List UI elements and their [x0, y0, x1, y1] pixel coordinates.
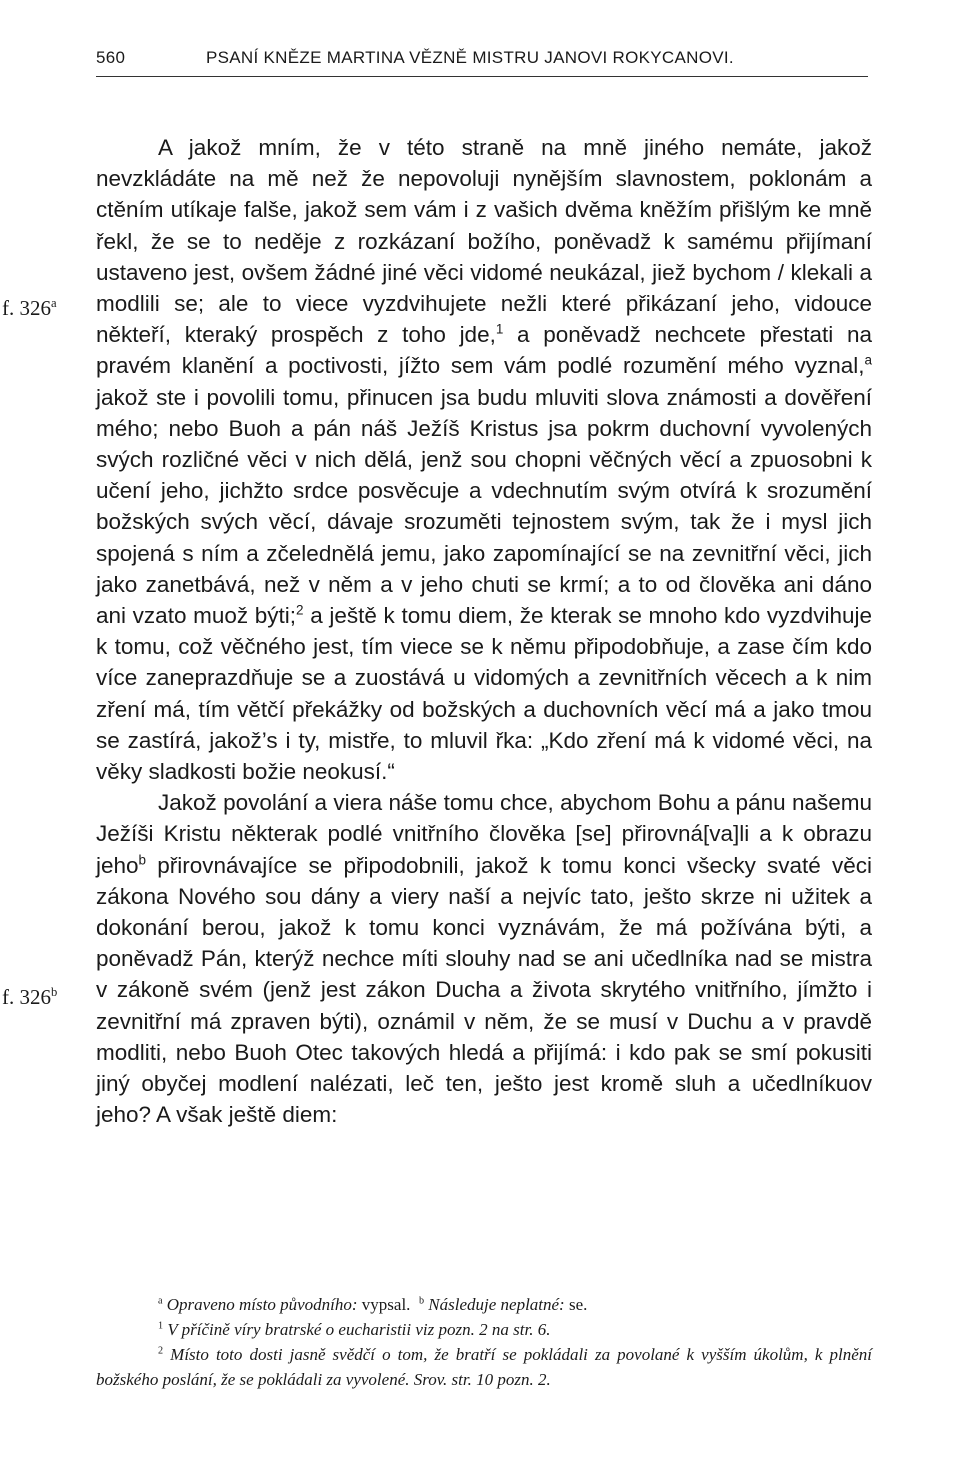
footnote-ref: 1 [495, 321, 504, 337]
header-rule [96, 76, 868, 77]
folio-note-326b: f. 326$^b$ [2, 985, 58, 1009]
footnote-2: $^2$ Místo toto dosti jasně svědčí o tom, že bratří se pokládali za povolané k vyšším úkolům, k plnění božského poslání, že se pokládali za vyvolené. Srov. str. 10 pozn. 2. [96, 1345, 873, 1389]
running-title: PSANÍ KNĚZE MARTINA VĚZNĚ MISTRU JANOVI ROKYCANOVI. [206, 48, 734, 67]
page-header [96, 44, 868, 74]
footnote-ref: b [138, 852, 147, 868]
page-number: 560 [96, 48, 126, 67]
folio-note-326a: f. 326$^a$ [2, 296, 57, 320]
body-text [96, 132, 872, 1131]
footnote-ref: a [864, 352, 872, 368]
footnote-a-b: $^a$ Opraveno místo původního: vypsal. $^b$ Následuje neplatné: se. [158, 1295, 588, 1314]
footnote-1: $^1$ V příčině víry bratrské o eucharistii viz pozn. 2 na str. 6. [158, 1320, 551, 1339]
footnotes [96, 1292, 872, 1392]
paragraph-1: A jakož mním, že v této straně na mně jiného nemáte, jakož nevzkládáte na mě než že nepovoluji nynějším slavnostem, poklonám a ctěním utíkaje falše, jakož sem vám i z vašich dvěma kněžím přišlým ke mně řekl, že se to neděje z rozkázaní božího, poněvadž k samému přijímaní ustaveno jest, ovšem žádné jiné věci vidomé neukázal, jiež bychom / klekali a modlili se; ale to viece vyzdvihujete nežli které přikázaní jeho, vidouce někteří, kteraký prospěch z toho jde,$^1$ a poněvadž nechcete přestati na pravém klanění a poctivosti, jížto sem vám podlé rozumění mého vyznal,$^a$ jakož ste i povolili tomu, přinucen jsa budu mluviti slova známosti a dověření mého; nebo Buoh a pán náš Ježíš Kristus jsa pokrm duchovní vyvolených svých rozličné věci v nich dělá, jenž sou chopni věčných věcí a zpuosobni k učení jeho, jichžto srdce posvěcuje a vdechnutím svým otvírá k srozumění božských svých věcí, dávaje srozuměti tejnostem svým, tak že i mysl jich spojená s ním a zčelednělá jemu, jako zapomínající se na zevnitřní věci, jich jako zanetbává, než v něm a v jeho chuti se krmí; a to od člověka ani dáno ani vzato muož býti;$^2$ a ještě k tomu diem, že kterak se mnoho kdo vyzdvihuje k tomu, což věčného jest, tím viece se k němu připodobňuje, a zase čím kdo více zaneprazdňuje se a zuostává u vidomých a zevnitřních věcech a k nim zření má, tím větčí překážky od božských a duchovních věcí má a jako tmou se zastírá, jakož’s i ty, mistře, to mluvil řka: „Kdo zření má k vidomé věci, na věky sladkosti božie neokusí.“ [96, 135, 872, 785]
footnote-ref: 2 [296, 602, 304, 618]
paragraph-2: Jakož povolání a viera náše tomu chce, abychom Bohu a pánu našemu Ježíši Kristu některak podlé vnitřního člověka [se] přirovná[va]li a k obrazu jeho$^b$ přirovnávajíce se připodobnili, jakož k tomu konci všecky svaté věci zákona Nového sou dány a viery naší a nejvíc tato, ješto skrze ni užitek a dokonání berou, jakož k tomu konci vyznávám, že má požívána býti, a poněvadž Pán, kterýž nechce míti slouhy nad se ani učedlníka nad se mistra v zákoně svém (jenž jest zákon Ducha a života skrytého vnitřního, jímžto i zevnitřní má zpraven býti), oznámil v něm, že se musí v Duchu a v pravdě modliti, nebo Buoh Otec takových hledá a přijímá: i kdo pak se smí pokusiti jiný obyčej modlení nalézati, leč ten, ješto jest kromě sluh a učedlníkuov jeho? A však ještě diem: [96, 790, 872, 1128]
